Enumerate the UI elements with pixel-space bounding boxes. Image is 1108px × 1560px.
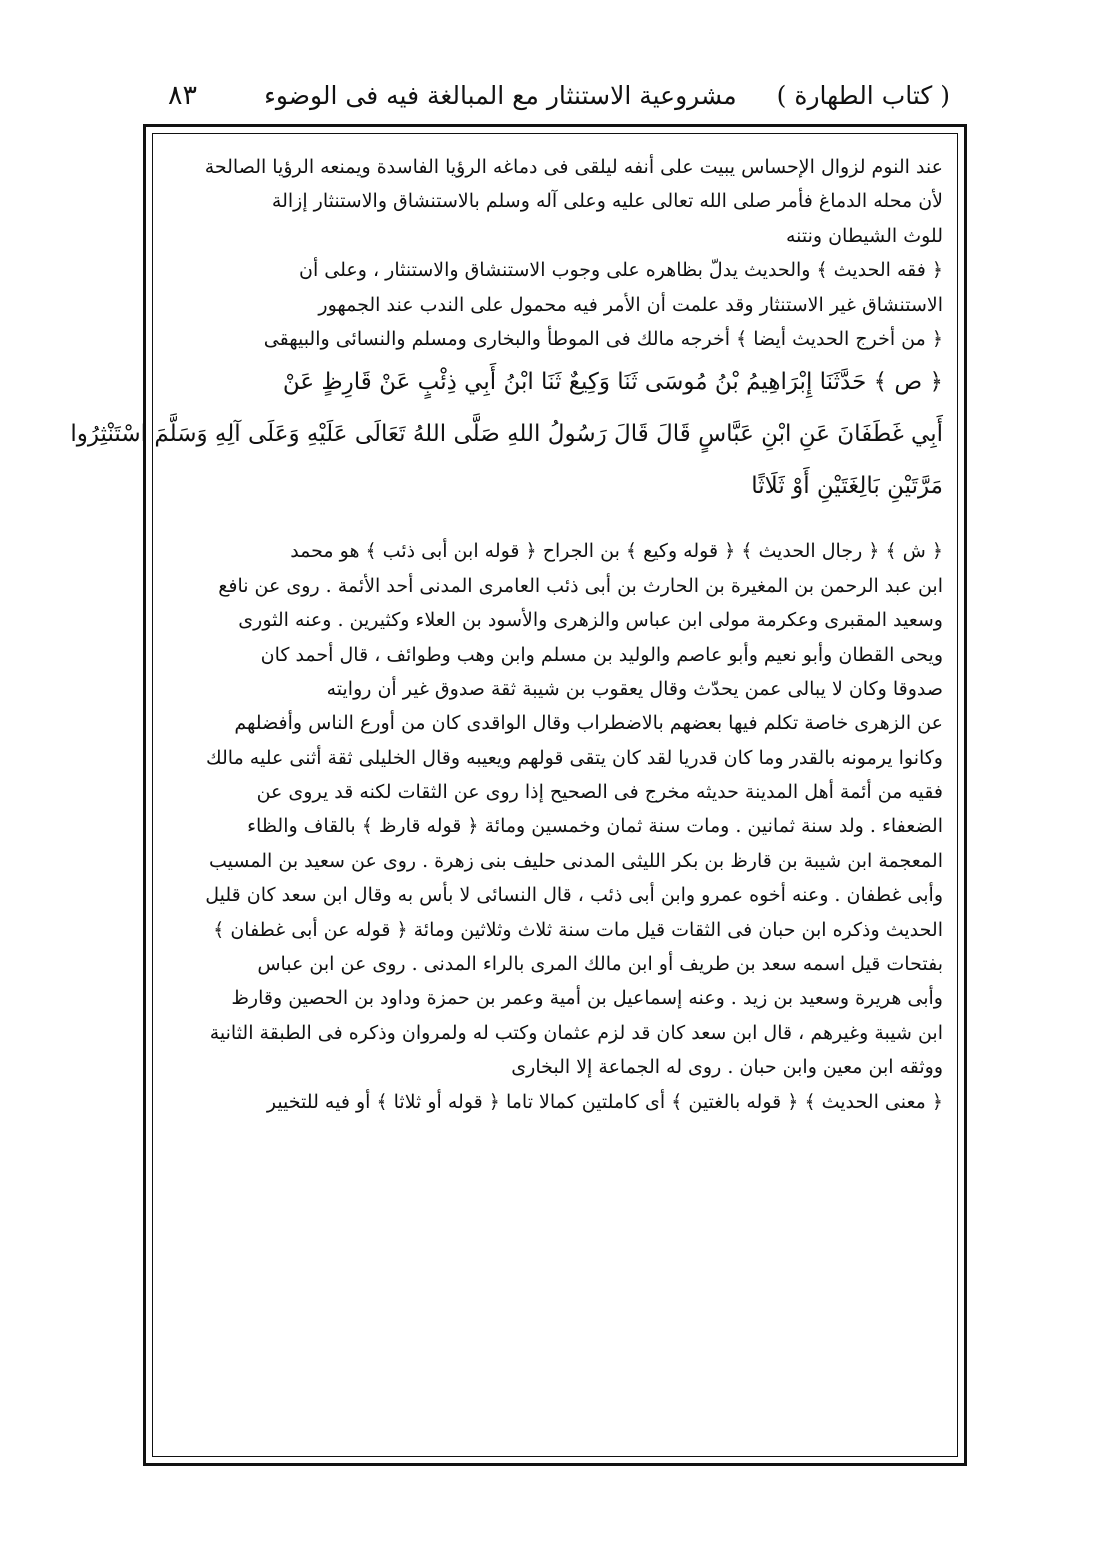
text-line: وسعيد المقبرى وعكرمة مولى ابن عباس والزهرى والأسود بن العلاء وكثيرين . وعنه الثورى (238, 609, 943, 632)
text-line: الاستنشاق غير الاستنثار وقد علمت أن الأمر فيه محمول على الندب عند الجمهور (318, 293, 943, 316)
text-line: ﴿ من أخرج الحديث أيضا ﴾ أخرجه مالك فى الموطأ والبخارى ومسلم والنسائى والبيهقى (263, 327, 943, 350)
text-line: وأبى هريرة وسعيد بن زيد . وعنه إسماعيل بن أمية وعمر بن حمزة وداود بن الحصين وقارظ (231, 987, 943, 1010)
text-line: صدوقا وكان لا يبالى عمن يحدّث وقال يعقوب بن شيبة ثقة صدوق غير أن روايته (326, 677, 943, 700)
body-text (70, 150, 943, 1450)
hadith-text-line: مَرَّتَيْنِ بَالِغَتَيْنِ أَوْ ثَلَاثًا (751, 473, 943, 500)
text-line: ﴿ معنى الحديث ﴾ ﴿ قوله بالغتين ﴾ أى كاملتين كمالا تاما ﴿ قوله أو ثلاثا ﴾ أو فيه للتخيير (266, 1090, 943, 1113)
page-number: ٨٣ (168, 79, 198, 111)
text-line: ﴿ فقه الحديث ﴾ والحديث يدلّ بظاهره على وجوب الاستنشاق والاستنثار ، وعلى أن (299, 259, 943, 282)
hadith-text-line: أَبِي غَطَفَانَ عَنِ ابْنِ عَبَّاسٍ قَالَ قَالَ رَسُولُ اللهِ صَلَّى اللهُ تَعَالَى عَلَيْهِ وَعَلَى آلِهِ وَسَلَّمَ اسْتَنْثِرُوا (70, 421, 943, 448)
text-line: المعجمة ابن شيبة بن قارظ بن بكر الليثى المدنى حليف بنى زهرة . روى عن سعيد بن المسيب (208, 849, 943, 872)
hadith-text-line: ﴿ ص ﴾ حَدَّثَنَا إِبْرَاهِيمُ بْنُ مُوسَى ثَنَا وَكِيعٌ ثَنَا ابْنُ أَبِي ذِئْبٍ عَنْ قَارِظٍ عَنْ (282, 369, 943, 396)
text-line: لأن محله الدماغ فأمر صلى الله تعالى عليه وعلى آله وسلم بالاستنشاق والاستنثار إزالة (271, 190, 943, 213)
chapter-title: مشروعية الاستنثار مع المبالغة فيه فى الوضوء (264, 80, 737, 110)
text-line: الحديث وذكره ابن حبان فى الثقات قيل مات سنة ثلاث وثلاثين ومائة ﴿ قوله عن أبى غطفان ﴾ (213, 918, 943, 941)
text-line: وكانوا يرمونه بالقدر وما كان قدريا لقد كان يتقى قولهم ويعيبه وقال الخليلى ثقة أثنى عليه مالك (205, 746, 943, 769)
text-line: عند النوم لزوال الإحساس يبيت على أنفه ليلقى فى دماغه الرؤيا الفاسدة ويمنعه الرؤيا الصالحة (204, 156, 943, 178)
text-line: ﴿ ش ﴾ ﴿ رجال الحديث ﴾ ﴿ قوله وكيع ﴾ بن الجراح ﴿ قوله ابن أبى ذئب ﴾ هو محمد (290, 540, 943, 563)
text-line: ابن شيبة وغيرهم ، قال ابن سعد كان قد لزم عثمان وكتب له ولمروان وذكره فى الطبقة الثانية (209, 1021, 943, 1044)
running-header (150, 70, 950, 120)
text-line: فقيه من أئمة أهل المدينة حديثه مخرج فى الصحيح إذا روى عن الثقات لكنه قد يروى عن (256, 781, 943, 804)
text-line: ووثقه ابن معين وابن حبان . روى له الجماعة إلا البخارى (511, 1056, 943, 1079)
text-line: ويحى القطان وأبو نعيم وأبو عاصم والوليد بن مسلم وابن وهب وطوائف ، قال أحمد كان (260, 643, 943, 666)
text-line: عن الزهرى خاصة تكلم فيها بعضهم بالاضطراب وقال الواقدى كان من أورع الناس وأفضلهم (234, 712, 943, 735)
text-line: الضعفاء . ولد سنة ثمانين . ومات سنة ثمان وخمسين ومائة ﴿ قوله قارظ ﴾ بالقاف والظاء (247, 815, 943, 838)
book-title: ( كتاب الطهارة ) (776, 80, 950, 110)
text-line: للوث الشيطان ونتنه (785, 224, 943, 247)
text-line: ابن عبد الرحمن بن المغيرة بن الحارث بن أبى ذئب العامرى المدنى أحد الأئمة . روى عن نافع (218, 574, 943, 597)
section-gap (168, 512, 943, 534)
text-line: وأبى غطفان . وعنه أخوه عمرو وابن أبى ذئب ، قال النسائى لا بأس به وقال ابن سعد كان قليل (205, 884, 943, 907)
text-line: بفتحات قيل اسمه سعد بن طريف أو ابن مالك المرى بالراء المدنى . روى عن ابن عباس (257, 953, 943, 976)
